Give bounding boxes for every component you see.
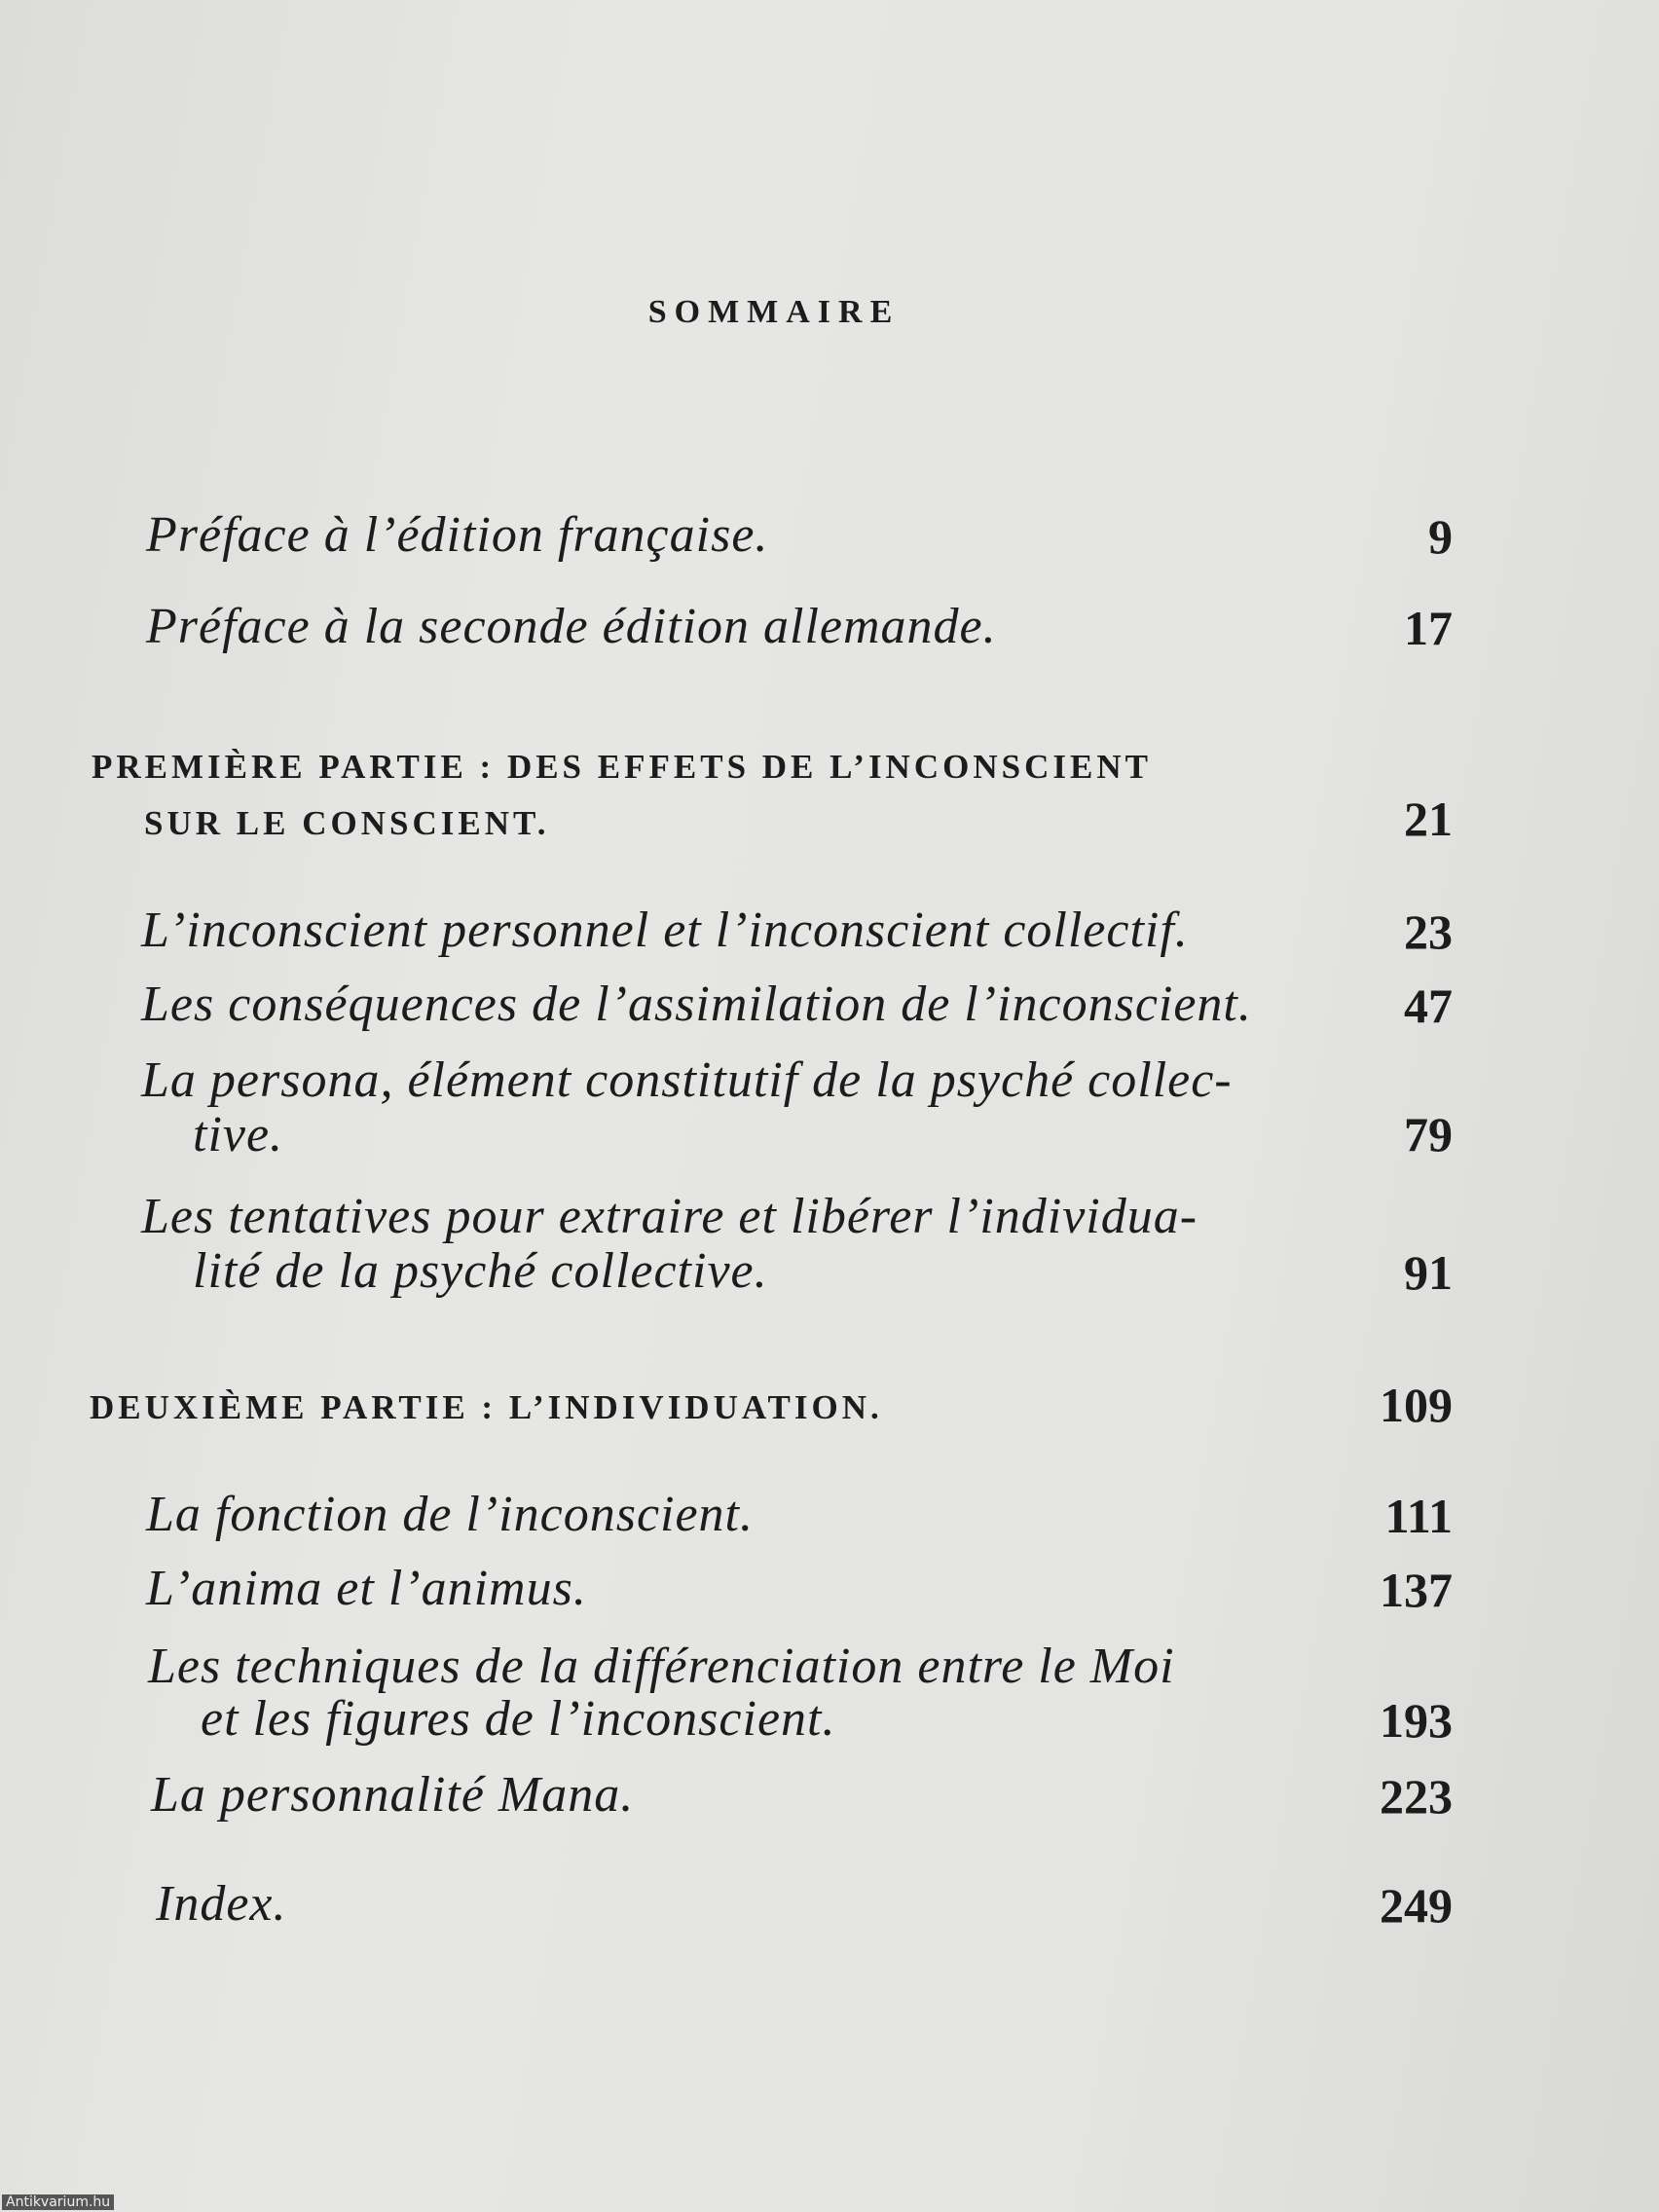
toc-page-number: 109 xyxy=(1380,1378,1453,1432)
toc-page-number: 47 xyxy=(1404,978,1453,1033)
toc-entry-title-line: Les tentatives pour extraire et libérer l’individua- xyxy=(141,1189,1198,1244)
toc-page-number: 91 xyxy=(1404,1245,1453,1300)
toc-entry-title-line: et les figures de l’inconscient. xyxy=(201,1691,836,1747)
toc-page-number: 111 xyxy=(1384,1489,1453,1543)
toc-page-number: 79 xyxy=(1404,1107,1453,1161)
toc-entry-title: L’inconscient personnel et l’inconscient collectif. xyxy=(141,903,1189,958)
toc-entry-title: Préface à la seconde édition allemande. xyxy=(146,599,997,654)
toc-entry-title: Préface à l’édition française. xyxy=(146,507,769,563)
toc-entry-title-line: Les techniques de la différenciation entre le Moi xyxy=(148,1639,1175,1694)
watermark: Antikvarium.hu xyxy=(2,2194,114,2210)
toc-page-number: 17 xyxy=(1404,601,1453,655)
toc-part-title-line: PREMIÈRE PARTIE : DES EFFETS DE L’INCONSCIENT xyxy=(92,748,1152,786)
toc-entry-title: La fonction de l’inconscient. xyxy=(146,1487,755,1542)
toc-page-number: 23 xyxy=(1404,904,1453,959)
toc-entry-title: Index. xyxy=(156,1876,287,1932)
toc-page-number: 137 xyxy=(1380,1563,1453,1617)
toc-entry-title-line: lité de la psyché collective. xyxy=(193,1243,768,1299)
toc-page-number: 193 xyxy=(1380,1693,1453,1748)
toc-page-number: 21 xyxy=(1404,792,1453,846)
page-title: SOMMAIRE xyxy=(647,294,901,330)
toc-entry-title: L’anima et l’animus. xyxy=(146,1561,587,1616)
toc-entry-title: Les conséquences de l’assimilation de l’inconscient. xyxy=(141,977,1252,1032)
toc-entry-title: La personnalité Mana. xyxy=(151,1767,635,1823)
toc-page-number: 249 xyxy=(1380,1878,1453,1933)
toc-part-title-line: DEUXIÈME PARTIE : L’INDIVIDUATION. xyxy=(90,1388,883,1426)
toc-page-number: 223 xyxy=(1380,1769,1453,1824)
toc-page-number: 9 xyxy=(1428,509,1453,564)
toc-entry-title-line: La persona, élément constitutif de la psyché collec- xyxy=(141,1052,1233,1108)
toc-part-title-line: SUR LE CONSCIENT. xyxy=(144,804,550,842)
toc-entry-title-line: tive. xyxy=(193,1107,284,1162)
